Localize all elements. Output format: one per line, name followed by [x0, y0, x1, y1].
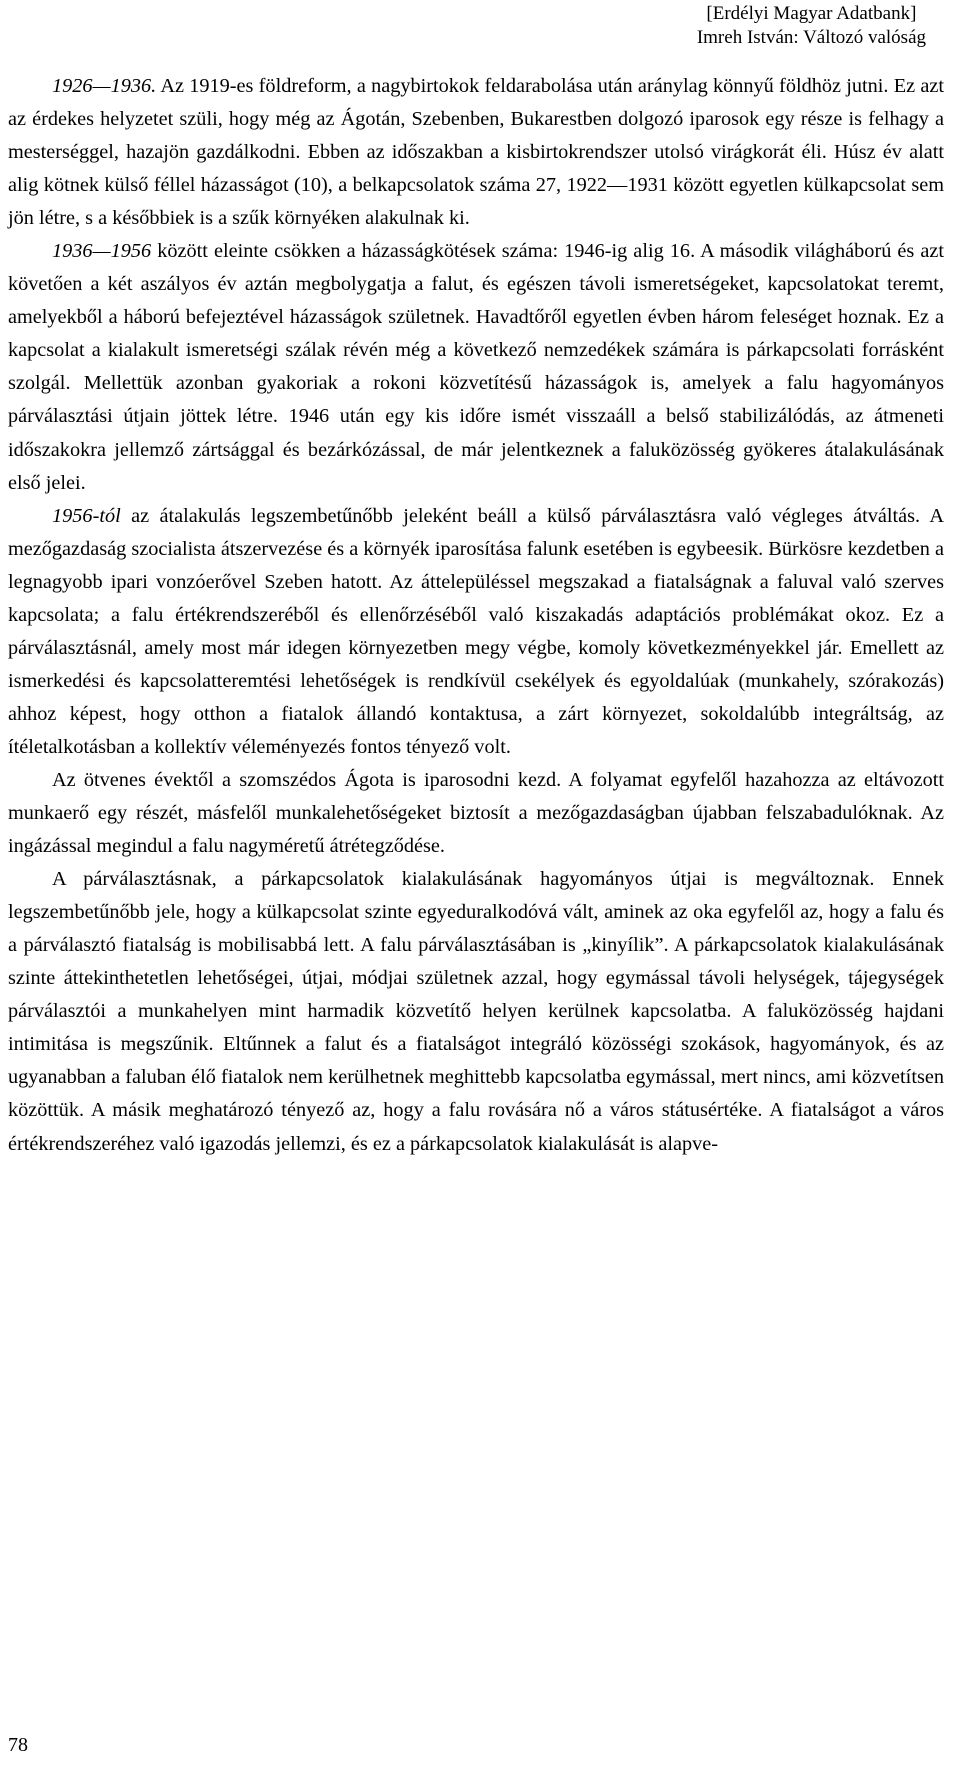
period-heading: 1956-tól: [52, 504, 121, 527]
paragraph-1956: [8, 500, 944, 764]
header-author-title: Imreh István: Változó valóság: [696, 27, 926, 48]
paragraph-otvenes-evek: [8, 764, 944, 863]
article-body: [8, 70, 944, 1161]
paragraph-text: között eleinte csökken a házasságkötések száma: 1946-ig alig 16. A második világháború és azt követően a két aszályos év aztán megbolygatja a falut, és egészen távoli ismeretségeket, kapcsolatokat teremt, amelyekből a háború befejeztével házasságok születnek. Havadtőről egyetlen évben három feleséget hoznak. Ez a kapcsolat a kialakult ismeretségi szálak révén még a következő nemzedékek számára is párkapcsolati forrásként szolgál. Mellettük azonban gyakoriak a rokoni közvetítésű házasságok is, amelyek a falu hagyományos párválasztási útjain jöttek létre. 1946 után egy kis időre ismét visszaáll a belső stabilizálódás, az átmeneti időszakokra jellemző zártsággal és bezárkózással, de már jelentkeznek a faluközösség gyökeres átalakulásának első jelei.: [8, 240, 944, 494]
paragraph-1926-1936: [8, 70, 944, 235]
running-header: [697, 2, 926, 50]
period-heading: 1936—1956: [52, 240, 152, 263]
paragraph-text: Az ötvenes évektől a szomszédos Ágota is iparosodni kezd. A folyamat egyfelől hazahozza az eltávozott munkaerő egy részét, másfelől munkalehetőségeket biztosít a mezőgazdaságban újabban felszabadulóknak. Az ingázással megindul a falu nagyméretű átrétegződése.: [8, 768, 944, 858]
header-source: [Erdélyi Magyar Adatbank]: [706, 3, 917, 24]
paragraph-parvalasztas: [8, 863, 944, 1160]
period-heading: 1926—1936.: [52, 75, 157, 97]
paragraph-text: az átalakulás legszembetűnőbb jeleként beáll a külső párválasztásra való végleges átváltás. A mezőgazdaság szocialista átszervezése és a környék iparosítása falunk esetében is egybeesik. Bürkösre kezdetben a legnagyobb ipari vonzóerővel Szeben hatott. Az áttelepüléssel megszakad a fiatalságnak a faluval való szerves kapcsolata; a falu értékrendszeréből és ellenőrzéséből való kiszakadás adaptációs problémákat okoz. Ez a párválasztásnál, amely most már idegen környezetben megy végbe, komoly következményekkel jár. Emellett az ismerkedési és kapcsolatteremtési lehetőségek is rendkívül csekélyek és egyoldalúak (munkahely, szórakozás) ahhoz képest, hogy otthon a fiatalok állandó kontaktusa, a zárt környezet, sokoldalúbb integráltság, az ítéletalkotásban a kollektív véleményezés fontos tényező volt.: [8, 504, 944, 758]
paragraph-1936-1956: [8, 235, 944, 499]
paragraph-text: Az 1919-es földreform, a nagybirtokok feldarabolása után aránylag könnyű földhöz jutni. Ez azt az érdekes helyzetet szüli, hogy még az Ágotán, Szebenben, Bukarestben dolgozó iparosok egy része is felhagy a mesterséggel, hazajön gazdálkodni. Ebben az időszakban a kisbirtokrendszer utolsó virágkorát éli. Húsz év alatt alig kötnek külső féllel házasságot (10), a belkapcsolatok száma 27, 1922—1931 között egyetlen külkapcsolat sem jön létre, s a későbbiek is a szűk környéken alakulnak ki.: [8, 75, 944, 230]
paragraph-text: A párválasztásnak, a párkapcsolatok kialakulásának hagyományos útjai is megváltoznak. Ennek legszembetűnőbb jele, hogy a külkapcsolat szinte egyeduralkodóvá vált, aminek az oka egyfelől az, hogy a falu és a párválasztó fiatalság is mobilisabbá lett. A falu párválasztásában is „kinyílik”. A párkapcsolatok kialakulásának szinte áttekinthetetlen lehetőségei, útjai, módjai születnek azzal, hogy egymással távoli helységek, tájegységek párválasztói a munkahelyen mint harmadik közvetítő helyen kerülnek kapcsolatba. A faluközösség hajdani intimitása is megszűnik. Eltűnnek a falut és a fiatalságot integráló közösségi szokások, hagyományok, és az ugyanabban a faluban élő fiatalok nem kerülhetnek meghittebb kapcsolatba egymással, mert nincs, ami közvetítsen közöttük. A másik meghatározó tényező az, hogy a falu rovására nő a város státusértéke. A fiatalságot a város értékrendszeréhez való igazodás jellemzi, és ez a párkapcsolatok kialakulását is alapve-: [8, 868, 944, 1155]
page-number: 78: [8, 1734, 28, 1756]
